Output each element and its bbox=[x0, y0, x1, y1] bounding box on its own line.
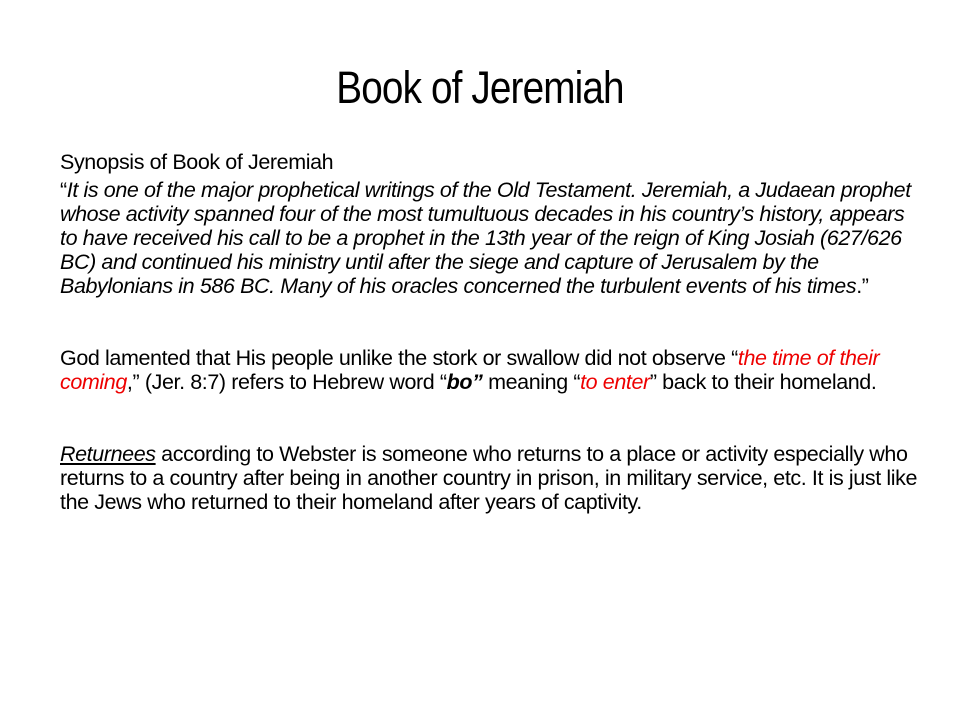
slide-body bbox=[60, 150, 920, 514]
god-lamented-paragraph bbox=[60, 346, 920, 394]
god-text-part1: God lamented that His people unlike the stork or swallow did not observe “ bbox=[60, 346, 738, 370]
quote-close-mark: .” bbox=[856, 274, 869, 298]
god-text-part2: ,” (Jer. 8:7) refers to Hebrew word “ bbox=[126, 370, 447, 394]
hebrew-word-bo: bo” bbox=[446, 370, 483, 394]
quote-text: It is one of the major prophetical writings of the Old Testament. Jeremiah, a Judaean prophet whose activity spanned four of the most tumultuous decades in his country’s history, appears to have received his call to be a prophet in the 13th year of the reign of King Josiah (627/626 BC) and continued his ministry until after the siege and capture of Jerusalem by the Babylonians in 586 BC. Many of his oracles concerned the turbulent events of his times bbox=[60, 178, 911, 298]
returnees-term: Returnees bbox=[60, 442, 156, 466]
god-text-part4: ” back to their homeland. bbox=[649, 370, 877, 394]
to-enter-phrase: to enter bbox=[580, 370, 650, 394]
synopsis-heading: Synopsis of Book of Jeremiah bbox=[60, 150, 334, 174]
slide-title: Book of Jeremiah bbox=[336, 62, 624, 113]
god-text-part3: meaning “ bbox=[482, 370, 581, 394]
time-of-coming-phrase: the time of their coming bbox=[60, 346, 880, 394]
returnees-definition: according to Webster is someone who returns to a place or activity especially who returns to a country after being in another country in prison, in military service, etc. It is just like the Jews who returned to their homeland after years of captivity. bbox=[60, 442, 918, 514]
quote-open-mark: “ bbox=[60, 178, 67, 202]
returnees-paragraph bbox=[60, 442, 920, 514]
quote-paragraph bbox=[60, 178, 920, 298]
